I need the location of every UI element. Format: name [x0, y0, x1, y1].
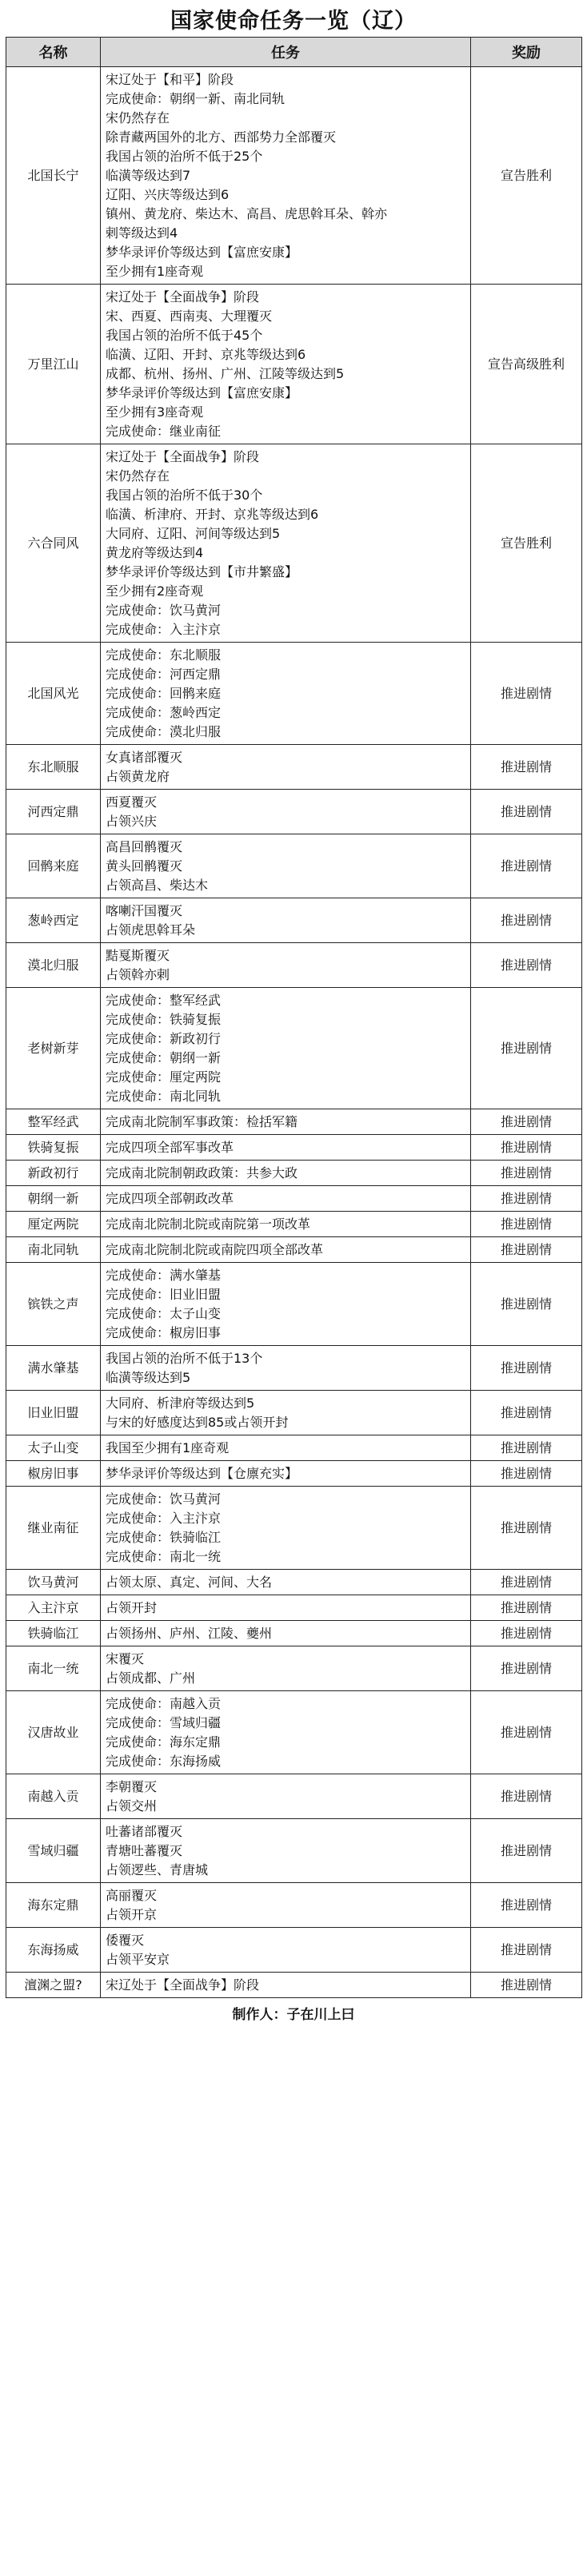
column-header-name: 名称: [6, 38, 101, 67]
mission-name: 河西定鼎: [6, 790, 101, 834]
mission-reward: 推进剧情: [471, 898, 582, 943]
header-row: [6, 38, 582, 67]
mission-tasks: [101, 1774, 471, 1819]
mission-reward: 推进剧情: [471, 834, 582, 898]
task-line: 完成使命：继业南征: [106, 424, 222, 439]
task-line: 占领扬州、庐州、江陵、夔州: [106, 1626, 273, 1641]
task-line: 占领兴庆: [106, 814, 158, 829]
task-line: 临潢等级达到7: [106, 168, 191, 183]
mission-name: 回鹘来庭: [6, 834, 101, 898]
mission-tasks: [101, 67, 471, 285]
task-line: 我国占领的治所不低于13个: [106, 1351, 263, 1366]
mission-reward: 推进剧情: [471, 1212, 582, 1237]
mission-tasks: [101, 643, 471, 745]
mission-reward: 推进剧情: [471, 1346, 582, 1391]
task-line: 占领太原、真定、河间、大名: [106, 1575, 273, 1590]
table-row: [6, 1883, 582, 1928]
task-line: 李朝覆灭: [106, 1779, 158, 1794]
mission-name: 铁骑临江: [6, 1621, 101, 1646]
page-title: 国家使命任务一览（辽）: [170, 8, 417, 34]
task-line: 完成使命：东北顺服: [106, 647, 222, 663]
task-line: 西夏覆灭: [106, 794, 158, 810]
mission-reward: 推进剧情: [471, 1973, 582, 1998]
task-line: 喀喇汗国覆灭: [106, 903, 183, 918]
mission-sheet: [6, 0, 581, 2027]
mission-tasks: [101, 1883, 471, 1928]
table-row: [6, 943, 582, 988]
mission-reward: 推进剧情: [471, 943, 582, 988]
task-line: 我国占领的治所不低于30个: [106, 488, 263, 503]
task-line: 梦华录评价等级达到【富庶安康】: [106, 385, 298, 400]
task-line: 宋仍然存在: [106, 468, 170, 484]
table-row: [6, 285, 582, 444]
mission-reward: 推进剧情: [471, 1161, 582, 1186]
mission-reward: 推进剧情: [471, 1646, 582, 1691]
table-row: [6, 1595, 582, 1621]
table-row: [6, 444, 582, 643]
mission-tasks: [101, 444, 471, 643]
task-line: 梦华录评价等级达到【市井繁盛】: [106, 564, 298, 579]
task-line: 占领高昌、柴达木: [106, 878, 209, 893]
table-row: [6, 1691, 582, 1774]
mission-rows: [6, 67, 582, 1998]
task-line: 完成使命：东海扬威: [106, 1754, 222, 1769]
mission-name: 东北顺服: [6, 745, 101, 790]
mission-name: 整军经武: [6, 1109, 101, 1135]
mission-name: 漠北归服: [6, 943, 101, 988]
task-line: 至少拥有3座奇观: [106, 404, 204, 420]
task-line: 占领交州: [106, 1798, 158, 1814]
table-row: [6, 988, 582, 1109]
mission-name: 朝纲一新: [6, 1186, 101, 1212]
mission-reward: 推进剧情: [471, 1819, 582, 1883]
mission-reward: 推进剧情: [471, 745, 582, 790]
task-line: 完成使命：太子山变: [106, 1306, 222, 1321]
task-line: 大同府、辽阳、河间等级达到5: [106, 526, 281, 541]
table-row: [6, 1109, 582, 1135]
table-row: [6, 67, 582, 285]
task-line: 完成四项全部军事改革: [106, 1140, 234, 1155]
task-line: 黠戛斯覆灭: [106, 948, 170, 963]
mission-reward: 推进剧情: [471, 1109, 582, 1135]
task-line: 占领成都、广州: [106, 1670, 196, 1686]
task-line: 除青藏两国外的北方、西部势力全部覆灭: [106, 129, 337, 145]
mission-reward: 宣告胜利: [471, 444, 582, 643]
mission-name: 东海扬威: [6, 1928, 101, 1973]
mission-reward: 推进剧情: [471, 1461, 582, 1487]
mission-name: 入主汴京: [6, 1595, 101, 1621]
mission-tasks: [101, 1819, 471, 1883]
task-line: 完成使命：海东定鼎: [106, 1734, 222, 1750]
mission-reward: 宣告胜利: [471, 67, 582, 285]
mission-name: 南北同轨: [6, 1237, 101, 1263]
task-line: 我国至少拥有1座奇观: [106, 1440, 230, 1455]
task-line: 宋覆灭: [106, 1651, 145, 1666]
mission-reward: 推进剧情: [471, 790, 582, 834]
task-line: 完成四项全部朝政改革: [106, 1191, 234, 1206]
task-line: 大同府、析津府等级达到5: [106, 1395, 255, 1411]
task-line: 完成使命：入主汴京: [106, 1511, 222, 1526]
task-line: 倭覆灭: [106, 1933, 145, 1948]
task-line: 完成使命：朝纲一新、南北同轨: [106, 91, 286, 106]
table-row: [6, 643, 582, 745]
mission-name: 海东定鼎: [6, 1883, 101, 1928]
mission-tasks: [101, 1973, 471, 1998]
author-credit: 制作人：子在川上曰: [232, 2006, 355, 2023]
mission-tasks: [101, 943, 471, 988]
task-line: 高昌回鹘覆灭: [106, 839, 183, 854]
mission-tasks: [101, 1461, 471, 1487]
task-line: 宋辽处于【全面战争】阶段: [106, 449, 260, 464]
table-row: [6, 1391, 582, 1435]
mission-name: 北国长宁: [6, 67, 101, 285]
task-line: 宋仍然存在: [106, 110, 170, 125]
mission-reward: 宣告高级胜利: [471, 285, 582, 444]
task-line: 我国占领的治所不低于25个: [106, 149, 263, 164]
mission-name: 继业南征: [6, 1487, 101, 1570]
task-line: 至少拥有2座奇观: [106, 583, 204, 599]
table-row: [6, 745, 582, 790]
task-line: 青塘吐蕃覆灭: [106, 1843, 183, 1858]
column-header-task: 任务: [101, 38, 471, 67]
mission-name: 旧业旧盟: [6, 1391, 101, 1435]
task-line: 完成使命：回鹘来庭: [106, 686, 222, 701]
task-line: 吐蕃诸部覆灭: [106, 1824, 183, 1839]
mission-reward: 推进剧情: [471, 1691, 582, 1774]
table-row: [6, 1237, 582, 1263]
task-line: 完成使命：漠北归服: [106, 724, 222, 739]
task-line: 剌等级达到4: [106, 225, 178, 241]
column-header-reward: 奖励: [471, 38, 582, 67]
task-line: 完成南北院制北院或南院第一项改革: [106, 1216, 311, 1232]
mission-name: 老树新芽: [6, 988, 101, 1109]
mission-reward: 推进剧情: [471, 1135, 582, 1161]
mission-reward: 推进剧情: [471, 1928, 582, 1973]
table-row: [6, 1212, 582, 1237]
task-line: 完成使命：铁骑复振: [106, 1012, 222, 1027]
task-line: 临潢、析津府、开封、京兆等级达到6: [106, 507, 319, 522]
task-line: 梦华录评价等级达到【仓廪充实】: [106, 1466, 298, 1481]
table-row: [6, 1973, 582, 1998]
mission-tasks: [101, 834, 471, 898]
table-row: [6, 1461, 582, 1487]
task-line: 占领平安京: [106, 1952, 170, 1967]
table-row: [6, 1819, 582, 1883]
mission-tasks: [101, 988, 471, 1109]
mission-tasks: [101, 1391, 471, 1435]
task-line: 占领开京: [106, 1907, 158, 1922]
table-row: [6, 834, 582, 898]
task-line: 占领开封: [106, 1600, 158, 1615]
task-line: 完成使命：雪域归疆: [106, 1715, 222, 1730]
mission-name: 北国风光: [6, 643, 101, 745]
task-line: 梦华录评价等级达到【富庶安康】: [106, 245, 298, 260]
mission-tasks: [101, 898, 471, 943]
mission-tasks: [101, 1161, 471, 1186]
mission-tasks: [101, 1646, 471, 1691]
task-line: 占领逻些、青唐城: [106, 1862, 209, 1877]
mission-name: 椒房旧事: [6, 1461, 101, 1487]
mission-reward: 推进剧情: [471, 1435, 582, 1461]
mission-tasks: [101, 1595, 471, 1621]
mission-name: 铁骑复振: [6, 1135, 101, 1161]
mission-tasks: [101, 1109, 471, 1135]
table-row: [6, 1135, 582, 1161]
mission-tasks: [101, 745, 471, 790]
task-line: 完成使命：葱岭西定: [106, 705, 222, 720]
mission-tasks: [101, 1487, 471, 1570]
mission-name: 雪域归疆: [6, 1819, 101, 1883]
task-line: 完成使命：入主汴京: [106, 622, 222, 637]
mission-name: 镔铁之声: [6, 1263, 101, 1346]
task-line: 高丽覆灭: [106, 1888, 158, 1903]
table-row: [6, 790, 582, 834]
mission-tasks: [101, 1346, 471, 1391]
task-line: 占领斡亦剌: [106, 967, 170, 982]
task-line: 宋、西夏、西南夷、大理覆灭: [106, 309, 273, 324]
task-line: 完成使命：南越入贡: [106, 1696, 222, 1711]
mission-reward: 推进剧情: [471, 1186, 582, 1212]
task-line: 完成使命：铁骑临江: [106, 1530, 222, 1545]
mission-tasks: [101, 1135, 471, 1161]
table-row: [6, 1161, 582, 1186]
task-line: 完成使命：饮马黄河: [106, 1491, 222, 1507]
task-line: 镇州、黄龙府、柴达木、高昌、虎思斡耳朵、斡亦: [106, 206, 388, 221]
mission-tasks: [101, 285, 471, 444]
mission-name: 南越入贡: [6, 1774, 101, 1819]
mission-reward: 推进剧情: [471, 1263, 582, 1346]
table-row: [6, 1774, 582, 1819]
task-line: 占领黄龙府: [106, 769, 170, 784]
mission-reward: 推进剧情: [471, 1595, 582, 1621]
mission-tasks: [101, 1570, 471, 1595]
mission-tasks: [101, 1435, 471, 1461]
task-line: 我国占领的治所不低于45个: [106, 328, 263, 343]
mission-name: 满水肇基: [6, 1346, 101, 1391]
task-line: 黄龙府等级达到4: [106, 545, 204, 560]
task-line: 完成使命：新政初行: [106, 1031, 222, 1046]
mission-tasks: [101, 1186, 471, 1212]
task-line: 完成使命：饮马黄河: [106, 603, 222, 618]
task-line: 完成南北院制军事政策：检括军籍: [106, 1114, 298, 1129]
task-line: 临潢等级达到5: [106, 1370, 191, 1385]
task-line: 完成南北院制北院或南院四项全部改革: [106, 1242, 324, 1257]
table-row: [6, 1346, 582, 1391]
table-row: [6, 1646, 582, 1691]
task-line: 完成南北院制朝政政策：共参大政: [106, 1165, 298, 1181]
task-line: 完成使命：椒房旧事: [106, 1325, 222, 1340]
mission-reward: 推进剧情: [471, 1487, 582, 1570]
table-row: [6, 1263, 582, 1346]
task-line: 完成使命：厘定两院: [106, 1069, 222, 1085]
task-line: 宋辽处于【全面战争】阶段: [106, 289, 260, 305]
task-line: 完成使命：整军经武: [106, 993, 222, 1008]
mission-reward: 推进剧情: [471, 1237, 582, 1263]
task-line: 女真诸部覆灭: [106, 750, 183, 765]
mission-reward: 推进剧情: [471, 643, 582, 745]
mission-name: 葱岭西定: [6, 898, 101, 943]
table-row: [6, 1186, 582, 1212]
mission-reward: 推进剧情: [471, 1621, 582, 1646]
mission-reward: 推进剧情: [471, 1570, 582, 1595]
task-line: 完成使命：满水肇基: [106, 1268, 222, 1283]
mission-tasks: [101, 1263, 471, 1346]
mission-tasks: [101, 1621, 471, 1646]
mission-name: 南北一统: [6, 1646, 101, 1691]
mission-tasks: [101, 1691, 471, 1774]
mission-reward: 推进剧情: [471, 988, 582, 1109]
mission-tasks: [101, 1928, 471, 1973]
mission-name: 厘定两院: [6, 1212, 101, 1237]
table-row: [6, 898, 582, 943]
mission-name: 新政初行: [6, 1161, 101, 1186]
task-line: 占领虎思斡耳朵: [106, 922, 196, 938]
task-line: 成都、杭州、扬州、广州、江陵等级达到5: [106, 366, 345, 381]
task-line: 临潢、辽阳、开封、京兆等级达到6: [106, 347, 306, 362]
task-line: 完成使命：南北一统: [106, 1549, 222, 1564]
task-line: 完成使命：旧业旧盟: [106, 1287, 222, 1302]
mission-name: 太子山变: [6, 1435, 101, 1461]
table-row: [6, 1928, 582, 1973]
mission-name: 澶渊之盟?: [6, 1973, 101, 1998]
table-row: [6, 1435, 582, 1461]
mission-name: 饮马黄河: [6, 1570, 101, 1595]
task-line: 宋辽处于【和平】阶段: [106, 72, 234, 87]
mission-reward: 推进剧情: [471, 1391, 582, 1435]
mission-tasks: [101, 1237, 471, 1263]
mission-tasks: [101, 1212, 471, 1237]
task-line: 与宋的好感度达到85或占领开封: [106, 1415, 289, 1430]
mission-name: 汉唐故业: [6, 1691, 101, 1774]
task-line: 辽阳、兴庆等级达到6: [106, 187, 230, 202]
table-row: [6, 1487, 582, 1570]
table-row: [6, 1570, 582, 1595]
task-line: 黄头回鹘覆灭: [106, 858, 183, 874]
mission-table: [6, 37, 582, 1998]
task-line: 完成使命：河西定鼎: [106, 667, 222, 682]
table-row: [6, 1621, 582, 1646]
mission-name: 六合同风: [6, 444, 101, 643]
task-line: 至少拥有1座奇观: [106, 264, 204, 279]
task-line: 宋辽处于【全面战争】阶段: [106, 1977, 260, 1993]
mission-tasks: [101, 790, 471, 834]
task-line: 完成使命：南北同轨: [106, 1089, 222, 1104]
mission-reward: 推进剧情: [471, 1774, 582, 1819]
task-line: 完成使命：朝纲一新: [106, 1050, 222, 1065]
mission-reward: 推进剧情: [471, 1883, 582, 1928]
mission-name: 万里江山: [6, 285, 101, 444]
